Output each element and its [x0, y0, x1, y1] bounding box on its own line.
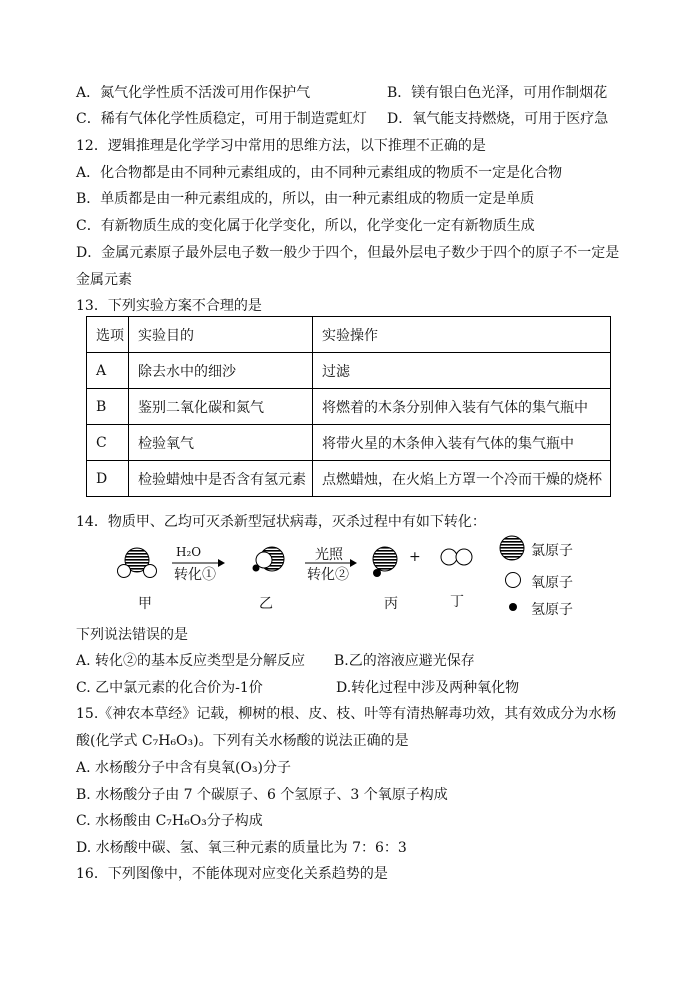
q14-followup: 下列说法错误的是: [76, 627, 188, 643]
header-purpose: 实验目的: [129, 317, 313, 353]
experiment-table: [86, 316, 611, 497]
q14-stem: 14．物质甲、乙均可灭杀新型冠状病毒，灭杀过程中有如下转化：: [76, 514, 486, 530]
q14-option-c: C. 乙中氯元素的化合价为-1价: [76, 680, 263, 696]
label-bing: 丙: [384, 596, 398, 612]
table-cell: 鉴别二氧化碳和氮气: [129, 389, 313, 425]
arrow-1-top-label: H₂O: [176, 545, 202, 559]
hydrogen-atom: [253, 565, 260, 572]
q11-option-c: C．稀有气体化学性质稳定，可用于制造霓虹灯: [76, 111, 367, 127]
q12-option-a: A．化合物都是由不同种元素组成的，由不同种元素组成的物质不一定是化合物: [76, 165, 563, 181]
q11-option-a: A．氮气化学性质不活泼可用作保护气: [76, 85, 311, 101]
q14-option-a: A. 转化②的基本反应类型是分解反应: [76, 653, 306, 669]
legend-chlorine-label: 氯原子: [531, 543, 573, 559]
molecule-ding: [441, 549, 472, 565]
legend-hydrogen-symbol: [509, 603, 517, 611]
legend-oxygen-symbol: [506, 573, 521, 588]
q11-option-b: B．镁有银白色光泽，可用作制烟花: [387, 85, 608, 101]
table-cell: 除去水中的细沙: [129, 353, 313, 389]
chlorine-atom: [373, 547, 397, 571]
header-option: 选项: [87, 317, 129, 353]
table-cell: 将带火星的木条伸入装有气体的集气瓶中: [313, 425, 611, 461]
q11-option-d: D．氧气能支持燃烧，可用于医疗急: [387, 111, 609, 127]
plus-sign: +: [409, 549, 421, 565]
oxygen-atom: [144, 565, 157, 578]
q15-option-c: C. 水杨酸由 C₇H₆O₃分子构成: [76, 813, 263, 829]
table-row: [87, 425, 611, 461]
q15-option-d: D. 水杨酸中碳、氢、氧三种元素的质量比为 7：6：3: [76, 840, 407, 856]
q15-stem-line2: 酸(化学式 C₇H₆O₃)。下列有关水杨酸的说法正确的是: [76, 733, 409, 749]
q12-option-d: D．金属元素原子最外层电子数一般少于四个，但最外层电子数少于四个的原子不一定是: [76, 245, 620, 261]
legend-chlorine-symbol: [500, 536, 524, 560]
molecule-yi: [253, 547, 285, 572]
table-cell: 将燃着的木条分别伸入装有气体的集气瓶中: [313, 389, 611, 425]
arrow-1-head: [218, 559, 225, 567]
arrow-2-top-label: 光照: [315, 547, 343, 563]
table-cell: A: [87, 353, 129, 389]
oxygen-atom: [441, 549, 457, 565]
label-yi: 乙: [259, 596, 273, 612]
q12-option-b: B．单质都是由一种元素组成的，所以，由一种元素组成的物质一定是单质: [76, 191, 535, 207]
table-header-row: [87, 317, 611, 353]
q12-option-c: C．有新物质生成的变化属于化学变化，所以，化学变化一定有新物质生成: [76, 218, 535, 234]
legend-hydrogen-label: 氢原子: [531, 602, 573, 618]
q14-option-b: B.乙的溶液应避光保存: [334, 653, 475, 669]
q12-stem: 12．逻辑推理是化学学习中常用的思维方法，以下推理不正确的是: [76, 138, 486, 154]
reaction-diagram: [0, 535, 695, 618]
q12-option-d-cont: 金属元素: [76, 272, 132, 288]
arrow-2-bottom-label: 转化②: [307, 567, 349, 583]
molecule-bing: [373, 547, 397, 577]
header-operation: 实验操作: [313, 317, 611, 353]
oxygen-atom: [118, 565, 131, 578]
q15-option-a: A. 水杨酸分子中含有臭氧(O₃)分子: [76, 760, 292, 776]
q15-option-b: B. 水杨酸分子由 7 个碳原子、6 个氢原子、3 个氧原子构成: [76, 787, 448, 803]
table-cell: C: [87, 425, 129, 461]
legend-oxygen-label: 氧原子: [531, 575, 573, 591]
table-cell: 过滤: [313, 353, 611, 389]
q15-stem-line1: 15.《神农本草经》记载，柳树的根、皮、枝、叶等有清热解毒功效，其有效成分为水杨: [76, 706, 617, 722]
table-row: [87, 461, 611, 497]
table-row: [87, 353, 611, 389]
molecule-jia: [118, 548, 157, 578]
table-cell: 点燃蜡烛，在火焰上方罩一个冷而干燥的烧杯: [313, 461, 611, 497]
arrow-1-bottom-label: 转化①: [174, 567, 216, 583]
table-cell: 检验氧气: [129, 425, 313, 461]
table-cell: D: [87, 461, 129, 497]
hydrogen-atom: [373, 569, 381, 577]
table-cell: B: [87, 389, 129, 425]
label-ding: 丁: [450, 594, 464, 610]
q16-stem: 16．下列图像中，不能体现对应变化关系趋势的是: [76, 866, 388, 882]
q13-stem: 13．下列实验方案不合理的是: [76, 298, 262, 314]
table-row: [87, 389, 611, 425]
arrow-2-head: [350, 559, 357, 567]
oxygen-atom: [456, 549, 472, 565]
label-jia: 甲: [138, 596, 152, 612]
table-cell: 检验蜡烛中是否含有氢元素: [129, 461, 313, 497]
q14-option-d: D.转化过程中涉及两种氧化物: [336, 680, 520, 696]
